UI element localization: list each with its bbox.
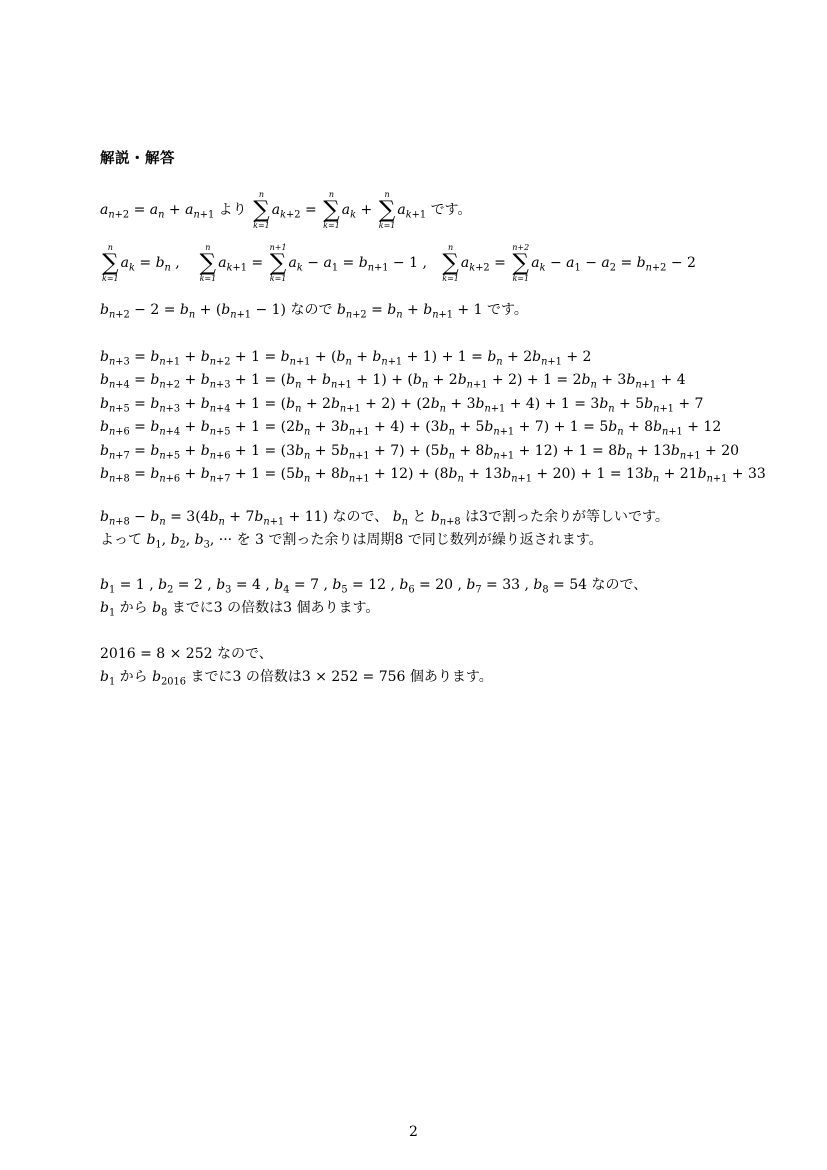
remainder-statement: $b_{n+8} - b_n = 3(4b_n + 7b_{n+1} + 11)$ なので、 $b_n$ と $b_{n+8}$ は3で割った余りが等しいです。 <box>100 509 669 528</box>
period-statement: よって $b_1$, $b_2$, $b_3$, ··· を 3 で割った余りは周期8 で同じ数列が繰り返されます。 <box>100 532 603 551</box>
line3-end: です。 <box>486 302 528 318</box>
equation-line-3: $b_{n+2} - 2 = b_n + (b_{n+1} - 1)$ なので $b_{n+2} = b_n + b_{n+1} + 1$ です。 <box>100 302 528 321</box>
summation: n ∑ k=1 <box>199 243 217 283</box>
count-line-2: $b_1$ から $b_{2016}$ までに3 の倍数は3 × 252 = 756 個あります。 <box>100 669 493 688</box>
recurrence-line: $b_{n+6} = b_{n+4} + b_{n+5} + 1 = (2b_n + 3b_{n+1} + 4) + (3b_n + 5b_{n+1} + 7) + 1 = 5b_n + 8b_{n+1} + 12$ <box>100 419 722 438</box>
eq2016-line: 2016 = 8 × 252 なので、 <box>100 646 273 662</box>
recurrence-line: $b_{n+3} = b_{n+1} + b_{n+2} + 1 = b_{n+1} + (b_n + b_{n+1} + 1) + 1 = b_n + 2b_{n+1} + 2$ <box>100 349 592 368</box>
recurrence-line: $b_{n+5} = b_{n+3} + b_{n+4} + 1 = (b_n + 2b_{n+1} + 2) + (2b_n + 3b_{n+1} + 4) + 1 = 3b_n + 5b_{n+1} + 7$ <box>100 395 704 415</box>
values-line: $b_1 = 1$ , $b_2 = 2$ , $b_3 = 4$ , $b_4 = 7$ , $b_5 = 12$ , $b_6 = 20$ , $b_7 = 33$ , $b_8 = 54$ なので、 <box>100 577 648 596</box>
page-number: 2 <box>409 1124 418 1140</box>
summation: n+1 ∑ k=1 <box>269 243 287 283</box>
line1-text: より <box>218 202 247 218</box>
line3-mid: なので <box>290 302 333 318</box>
count-line-1: $b_1$ から $b_8$ までに3 の倍数は3 個あります。 <box>100 600 380 619</box>
recurrence-line: $b_{n+4} = b_{n+2} + b_{n+3} + 1 = (b_n + b_{n+1} + 1) + (b_n + 2b_{n+1} + 2) + 1 = 2b_n + 3b_{n+1} + 4$ <box>100 372 686 391</box>
recurrence-line: $b_{n+7} = b_{n+5} + b_{n+6} + 1 = (3b_n + 5b_{n+1} + 7) + (5b_n + 8b_{n+1} + 12) + 1 = 8b_n + 13b_{n+1} + 20$ <box>100 442 740 462</box>
values-expression: $b_1 = 1$ , $b_2 = 2$ , $b_3 = 4$ , $b_4 = 7$ , $b_5 = 12$ , $b_6 = 20$ , $b_7 = 33$ , $b_8 = 54$ <box>100 577 588 596</box>
line1-end: です。 <box>430 202 472 218</box>
equation-line-2: n ∑ k=1 $a_k = b_n$ , n ∑ k=1 $a_{k+1}$ = n+1 ∑ k=1 $a_k - a_1 = b_{n+1} - 1$ , n ∑ k=1 $a_{k+2}$ = n+2 ∑ k=1 $a_k - a_1 - a_2 = b_{n+2} - 2$ <box>102 243 696 283</box>
recurrence-line: $b_{n+8} = b_{n+6} + b_{n+7} + 1 = (5b_n + 8b_{n+1} + 12) + (8b_n + 13b_{n+1} + 20) + 1 = 13b_n + 21b_{n+1} + 33$ <box>100 466 766 485</box>
summation: n ∑ k=1 <box>102 243 119 283</box>
equation-line-1: $a_{n+2} = a_n + a_{n+1}$ より n ∑ k=1 $a_{k+2}$ = n ∑ k=1 $a_k$ + n ∑ k=1 $a_{k+1}$ です。 <box>100 190 472 230</box>
summation: n ∑ k=1 <box>323 190 340 230</box>
summation: n ∑ k=1 <box>378 190 396 230</box>
section-heading: 解説・解答 <box>100 151 175 167</box>
summation: n ∑ k=1 <box>253 190 270 230</box>
summation: n+2 ∑ k=1 <box>512 243 530 283</box>
summation: n ∑ k=1 <box>442 243 459 283</box>
